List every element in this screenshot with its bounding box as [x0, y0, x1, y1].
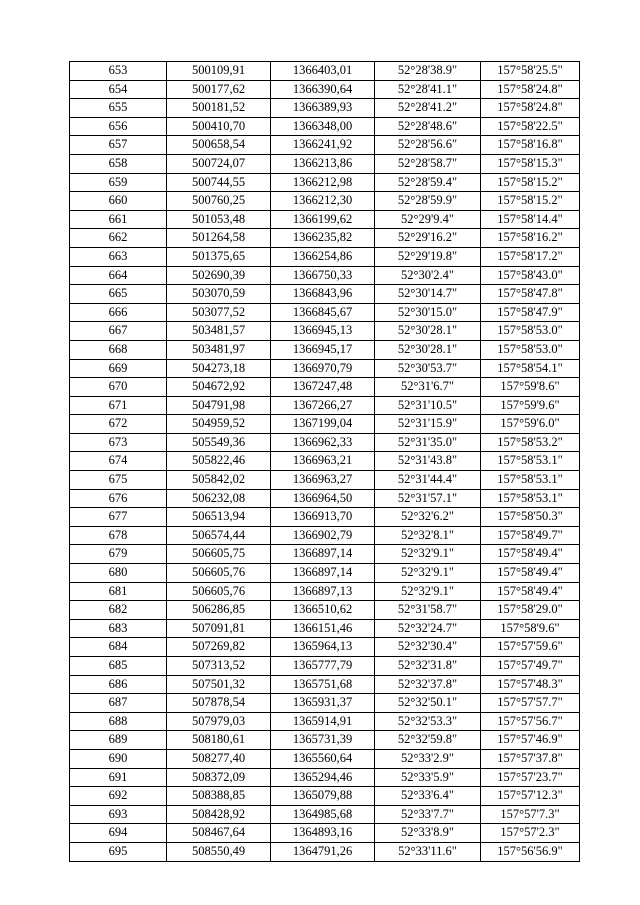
- longitude-cell: 157°58'47.9": [481, 303, 580, 322]
- longitude-cell: 157°58'15.2": [481, 192, 580, 211]
- point-number-cell: 678: [70, 526, 167, 545]
- x-coordinate-cell: 502690,39: [167, 266, 271, 285]
- point-number-cell: 670: [70, 378, 167, 397]
- point-number-cell: 659: [70, 173, 167, 192]
- point-number-cell: 695: [70, 842, 167, 861]
- y-coordinate-cell: 1366970,79: [271, 359, 375, 378]
- point-number-cell: 679: [70, 545, 167, 564]
- longitude-cell: 157°58'24.8": [481, 99, 580, 118]
- table-row: [70, 489, 580, 508]
- table-row: [70, 266, 580, 285]
- latitude-cell: 52°30'15.0": [375, 303, 481, 322]
- y-coordinate-cell: 1366212,30: [271, 192, 375, 211]
- latitude-cell: 52°32'8.1": [375, 526, 481, 545]
- point-number-cell: 662: [70, 229, 167, 248]
- y-coordinate-cell: 1365731,39: [271, 731, 375, 750]
- longitude-cell: 157°58'22.5": [481, 117, 580, 136]
- table-row: [70, 210, 580, 229]
- longitude-cell: 157°57'57.7": [481, 694, 580, 713]
- latitude-cell: 52°33'2.9": [375, 749, 481, 768]
- x-coordinate-cell: 506286,85: [167, 601, 271, 620]
- table-row: [70, 582, 580, 601]
- point-number-cell: 686: [70, 675, 167, 694]
- longitude-cell: 157°58'14.4": [481, 210, 580, 229]
- point-number-cell: 688: [70, 712, 167, 731]
- y-coordinate-cell: 1366963,21: [271, 452, 375, 471]
- latitude-cell: 52°29'16.2": [375, 229, 481, 248]
- latitude-cell: 52°33'8.9": [375, 824, 481, 843]
- latitude-cell: 52°31'43.8": [375, 452, 481, 471]
- x-coordinate-cell: 501053,48: [167, 210, 271, 229]
- table-row: [70, 433, 580, 452]
- latitude-cell: 52°32'9.1": [375, 564, 481, 583]
- table-row: [70, 136, 580, 155]
- table-row: [70, 396, 580, 415]
- latitude-cell: 52°32'9.1": [375, 545, 481, 564]
- longitude-cell: 157°57'46.9": [481, 731, 580, 750]
- table-row: [70, 80, 580, 99]
- longitude-cell: 157°58'9.6": [481, 619, 580, 638]
- table-row: [70, 694, 580, 713]
- point-number-cell: 685: [70, 657, 167, 676]
- longitude-cell: 157°57'23.7": [481, 768, 580, 787]
- latitude-cell: 52°31'58.7": [375, 601, 481, 620]
- x-coordinate-cell: 508428,92: [167, 805, 271, 824]
- longitude-cell: 157°58'49.7": [481, 526, 580, 545]
- latitude-cell: 52°29'19.8": [375, 247, 481, 266]
- point-number-cell: 674: [70, 452, 167, 471]
- longitude-cell: 157°58'25.5": [481, 62, 580, 81]
- y-coordinate-cell: 1366963,27: [271, 471, 375, 490]
- x-coordinate-cell: 507313,52: [167, 657, 271, 676]
- table-row: [70, 378, 580, 397]
- point-number-cell: 675: [70, 471, 167, 490]
- longitude-cell: 157°59'6.0": [481, 415, 580, 434]
- latitude-cell: 52°28'59.4": [375, 173, 481, 192]
- y-coordinate-cell: 1365777,79: [271, 657, 375, 676]
- longitude-cell: 157°58'16.2": [481, 229, 580, 248]
- longitude-cell: 157°57'7.3": [481, 805, 580, 824]
- latitude-cell: 52°33'7.7": [375, 805, 481, 824]
- table-row: [70, 340, 580, 359]
- latitude-cell: 52°32'6.2": [375, 508, 481, 527]
- latitude-cell: 52°32'59.8": [375, 731, 481, 750]
- table-row: [70, 749, 580, 768]
- x-coordinate-cell: 508180,61: [167, 731, 271, 750]
- longitude-cell: 157°58'24.8": [481, 80, 580, 99]
- latitude-cell: 52°28'56.6": [375, 136, 481, 155]
- x-coordinate-cell: 500109,91: [167, 62, 271, 81]
- latitude-cell: 52°30'28.1": [375, 340, 481, 359]
- point-number-cell: 666: [70, 303, 167, 322]
- table-row: [70, 675, 580, 694]
- y-coordinate-cell: 1365931,37: [271, 694, 375, 713]
- y-coordinate-cell: 1366212,98: [271, 173, 375, 192]
- longitude-cell: 157°58'16.8": [481, 136, 580, 155]
- x-coordinate-cell: 506232,08: [167, 489, 271, 508]
- latitude-cell: 52°31'35.0": [375, 433, 481, 452]
- longitude-cell: 157°57'56.7": [481, 712, 580, 731]
- table-row: [70, 285, 580, 304]
- table-row: [70, 805, 580, 824]
- point-number-cell: 680: [70, 564, 167, 583]
- latitude-cell: 52°32'50.1": [375, 694, 481, 713]
- y-coordinate-cell: 1366897,14: [271, 545, 375, 564]
- x-coordinate-cell: 501264,58: [167, 229, 271, 248]
- y-coordinate-cell: 1367266,27: [271, 396, 375, 415]
- x-coordinate-cell: 507878,54: [167, 694, 271, 713]
- point-number-cell: 655: [70, 99, 167, 118]
- latitude-cell: 52°32'9.1": [375, 582, 481, 601]
- point-number-cell: 687: [70, 694, 167, 713]
- latitude-cell: 52°30'2.4": [375, 266, 481, 285]
- latitude-cell: 52°28'41.1": [375, 80, 481, 99]
- x-coordinate-cell: 503077,52: [167, 303, 271, 322]
- longitude-cell: 157°58'53.1": [481, 471, 580, 490]
- longitude-cell: 157°58'53.2": [481, 433, 580, 452]
- y-coordinate-cell: 1366235,82: [271, 229, 375, 248]
- point-number-cell: 657: [70, 136, 167, 155]
- table-row: [70, 117, 580, 136]
- longitude-cell: 157°58'50.3": [481, 508, 580, 527]
- point-number-cell: 693: [70, 805, 167, 824]
- x-coordinate-cell: 507979,03: [167, 712, 271, 731]
- table-row: [70, 768, 580, 787]
- point-number-cell: 661: [70, 210, 167, 229]
- longitude-cell: 157°57'2.3": [481, 824, 580, 843]
- y-coordinate-cell: 1365751,68: [271, 675, 375, 694]
- x-coordinate-cell: 506605,75: [167, 545, 271, 564]
- x-coordinate-cell: 508372,09: [167, 768, 271, 787]
- point-number-cell: 691: [70, 768, 167, 787]
- y-coordinate-cell: 1366964,50: [271, 489, 375, 508]
- longitude-cell: 157°58'15.2": [481, 173, 580, 192]
- y-coordinate-cell: 1366843,96: [271, 285, 375, 304]
- x-coordinate-cell: 508550,49: [167, 842, 271, 861]
- y-coordinate-cell: 1365964,13: [271, 638, 375, 657]
- y-coordinate-cell: 1366945,17: [271, 340, 375, 359]
- table-row: [70, 452, 580, 471]
- x-coordinate-cell: 504273,18: [167, 359, 271, 378]
- table-row: [70, 787, 580, 806]
- x-coordinate-cell: 500744,55: [167, 173, 271, 192]
- longitude-cell: 157°58'49.4": [481, 582, 580, 601]
- y-coordinate-cell: 1366213,86: [271, 154, 375, 173]
- x-coordinate-cell: 506605,76: [167, 582, 271, 601]
- table-row: [70, 564, 580, 583]
- point-number-cell: 683: [70, 619, 167, 638]
- table-row: [70, 731, 580, 750]
- y-coordinate-cell: 1366913,70: [271, 508, 375, 527]
- table-row: [70, 99, 580, 118]
- y-coordinate-cell: 1366348,00: [271, 117, 375, 136]
- latitude-cell: 52°31'6.7": [375, 378, 481, 397]
- latitude-cell: 52°31'57.1": [375, 489, 481, 508]
- point-number-cell: 667: [70, 322, 167, 341]
- point-number-cell: 671: [70, 396, 167, 415]
- longitude-cell: 157°58'54.1": [481, 359, 580, 378]
- y-coordinate-cell: 1366750,33: [271, 266, 375, 285]
- latitude-cell: 52°31'44.4": [375, 471, 481, 490]
- coordinates-table-body: [70, 62, 580, 862]
- table-row: [70, 824, 580, 843]
- point-number-cell: 664: [70, 266, 167, 285]
- x-coordinate-cell: 504959,52: [167, 415, 271, 434]
- latitude-cell: 52°32'30.4": [375, 638, 481, 657]
- table-row: [70, 526, 580, 545]
- point-number-cell: 668: [70, 340, 167, 359]
- longitude-cell: 157°58'17.2": [481, 247, 580, 266]
- latitude-cell: 52°31'10.5": [375, 396, 481, 415]
- table-row: [70, 508, 580, 527]
- x-coordinate-cell: 504672,92: [167, 378, 271, 397]
- y-coordinate-cell: 1366389,93: [271, 99, 375, 118]
- y-coordinate-cell: 1366199,62: [271, 210, 375, 229]
- x-coordinate-cell: 506574,44: [167, 526, 271, 545]
- x-coordinate-cell: 500410,70: [167, 117, 271, 136]
- y-coordinate-cell: 1364985,68: [271, 805, 375, 824]
- latitude-cell: 52°30'28.1": [375, 322, 481, 341]
- latitude-cell: 52°30'53.7": [375, 359, 481, 378]
- y-coordinate-cell: 1366151,46: [271, 619, 375, 638]
- longitude-cell: 157°58'53.1": [481, 489, 580, 508]
- table-row: [70, 638, 580, 657]
- table-row: [70, 471, 580, 490]
- x-coordinate-cell: 507091,81: [167, 619, 271, 638]
- y-coordinate-cell: 1366897,13: [271, 582, 375, 601]
- longitude-cell: 157°57'12.3": [481, 787, 580, 806]
- latitude-cell: 52°32'37.8": [375, 675, 481, 694]
- x-coordinate-cell: 507269,82: [167, 638, 271, 657]
- longitude-cell: 157°58'49.4": [481, 545, 580, 564]
- table-row: [70, 62, 580, 81]
- x-coordinate-cell: 503481,57: [167, 322, 271, 341]
- y-coordinate-cell: 1366845,67: [271, 303, 375, 322]
- table-row: [70, 657, 580, 676]
- y-coordinate-cell: 1364791,26: [271, 842, 375, 861]
- latitude-cell: 52°30'14.7": [375, 285, 481, 304]
- x-coordinate-cell: 506513,94: [167, 508, 271, 527]
- point-number-cell: 690: [70, 749, 167, 768]
- y-coordinate-cell: 1365079,88: [271, 787, 375, 806]
- table-row: [70, 712, 580, 731]
- point-number-cell: 653: [70, 62, 167, 81]
- table-row: [70, 303, 580, 322]
- longitude-cell: 157°57'48.3": [481, 675, 580, 694]
- latitude-cell: 52°28'58.7": [375, 154, 481, 173]
- point-number-cell: 681: [70, 582, 167, 601]
- latitude-cell: 52°33'5.9": [375, 768, 481, 787]
- latitude-cell: 52°33'11.6": [375, 842, 481, 861]
- x-coordinate-cell: 508277,40: [167, 749, 271, 768]
- x-coordinate-cell: 505549,36: [167, 433, 271, 452]
- x-coordinate-cell: 500760,25: [167, 192, 271, 211]
- y-coordinate-cell: 1366962,33: [271, 433, 375, 452]
- table-row: [70, 415, 580, 434]
- longitude-cell: 157°57'37.8": [481, 749, 580, 768]
- latitude-cell: 52°32'24.7": [375, 619, 481, 638]
- y-coordinate-cell: 1365294,46: [271, 768, 375, 787]
- latitude-cell: 52°29'9.4": [375, 210, 481, 229]
- latitude-cell: 52°33'6.4": [375, 787, 481, 806]
- x-coordinate-cell: 500724,07: [167, 154, 271, 173]
- y-coordinate-cell: 1365914,91: [271, 712, 375, 731]
- y-coordinate-cell: 1366902,79: [271, 526, 375, 545]
- y-coordinate-cell: 1366945,13: [271, 322, 375, 341]
- longitude-cell: 157°57'59.6": [481, 638, 580, 657]
- y-coordinate-cell: 1366403,01: [271, 62, 375, 81]
- point-number-cell: 660: [70, 192, 167, 211]
- longitude-cell: 157°56'56.9": [481, 842, 580, 861]
- longitude-cell: 157°57'49.7": [481, 657, 580, 676]
- point-number-cell: 692: [70, 787, 167, 806]
- x-coordinate-cell: 500658,54: [167, 136, 271, 155]
- point-number-cell: 669: [70, 359, 167, 378]
- x-coordinate-cell: 503070,59: [167, 285, 271, 304]
- point-number-cell: 694: [70, 824, 167, 843]
- latitude-cell: 52°32'53.3": [375, 712, 481, 731]
- y-coordinate-cell: 1366390,64: [271, 80, 375, 99]
- x-coordinate-cell: 505822,46: [167, 452, 271, 471]
- table-row: [70, 601, 580, 620]
- longitude-cell: 157°58'47.8": [481, 285, 580, 304]
- point-number-cell: 654: [70, 80, 167, 99]
- y-coordinate-cell: 1367199,04: [271, 415, 375, 434]
- latitude-cell: 52°28'59.9": [375, 192, 481, 211]
- table-row: [70, 619, 580, 638]
- longitude-cell: 157°59'9.6": [481, 396, 580, 415]
- point-number-cell: 689: [70, 731, 167, 750]
- x-coordinate-cell: 504791,98: [167, 396, 271, 415]
- table-row: [70, 173, 580, 192]
- table-row: [70, 842, 580, 861]
- latitude-cell: 52°31'15.9": [375, 415, 481, 434]
- table-row: [70, 192, 580, 211]
- longitude-cell: 157°58'53.0": [481, 322, 580, 341]
- point-number-cell: 677: [70, 508, 167, 527]
- point-number-cell: 676: [70, 489, 167, 508]
- x-coordinate-cell: 508388,85: [167, 787, 271, 806]
- longitude-cell: 157°58'53.1": [481, 452, 580, 471]
- table-row: [70, 154, 580, 173]
- y-coordinate-cell: 1366254,86: [271, 247, 375, 266]
- longitude-cell: 157°58'29.0": [481, 601, 580, 620]
- x-coordinate-cell: 507501,32: [167, 675, 271, 694]
- x-coordinate-cell: 508467,64: [167, 824, 271, 843]
- x-coordinate-cell: 500177,62: [167, 80, 271, 99]
- latitude-cell: 52°28'38.9": [375, 62, 481, 81]
- y-coordinate-cell: 1366510,62: [271, 601, 375, 620]
- longitude-cell: 157°58'15.3": [481, 154, 580, 173]
- table-row: [70, 322, 580, 341]
- point-number-cell: 658: [70, 154, 167, 173]
- table-row: [70, 247, 580, 266]
- point-number-cell: 684: [70, 638, 167, 657]
- latitude-cell: 52°28'41.2": [375, 99, 481, 118]
- y-coordinate-cell: 1367247,48: [271, 378, 375, 397]
- x-coordinate-cell: 501375,65: [167, 247, 271, 266]
- point-number-cell: 672: [70, 415, 167, 434]
- y-coordinate-cell: 1365560,64: [271, 749, 375, 768]
- table-row: [70, 545, 580, 564]
- coordinates-table: [69, 61, 580, 862]
- point-number-cell: 673: [70, 433, 167, 452]
- x-coordinate-cell: 500181,52: [167, 99, 271, 118]
- latitude-cell: 52°28'48.6": [375, 117, 481, 136]
- point-number-cell: 656: [70, 117, 167, 136]
- point-number-cell: 665: [70, 285, 167, 304]
- table-row: [70, 359, 580, 378]
- longitude-cell: 157°59'8.6": [481, 378, 580, 397]
- x-coordinate-cell: 505842,02: [167, 471, 271, 490]
- longitude-cell: 157°58'43.0": [481, 266, 580, 285]
- point-number-cell: 682: [70, 601, 167, 620]
- point-number-cell: 663: [70, 247, 167, 266]
- x-coordinate-cell: 503481,97: [167, 340, 271, 359]
- y-coordinate-cell: 1366897,14: [271, 564, 375, 583]
- latitude-cell: 52°32'31.8": [375, 657, 481, 676]
- longitude-cell: 157°58'49.4": [481, 564, 580, 583]
- table-row: [70, 229, 580, 248]
- y-coordinate-cell: 1366241,92: [271, 136, 375, 155]
- longitude-cell: 157°58'53.0": [481, 340, 580, 359]
- x-coordinate-cell: 506605,76: [167, 564, 271, 583]
- y-coordinate-cell: 1364893,16: [271, 824, 375, 843]
